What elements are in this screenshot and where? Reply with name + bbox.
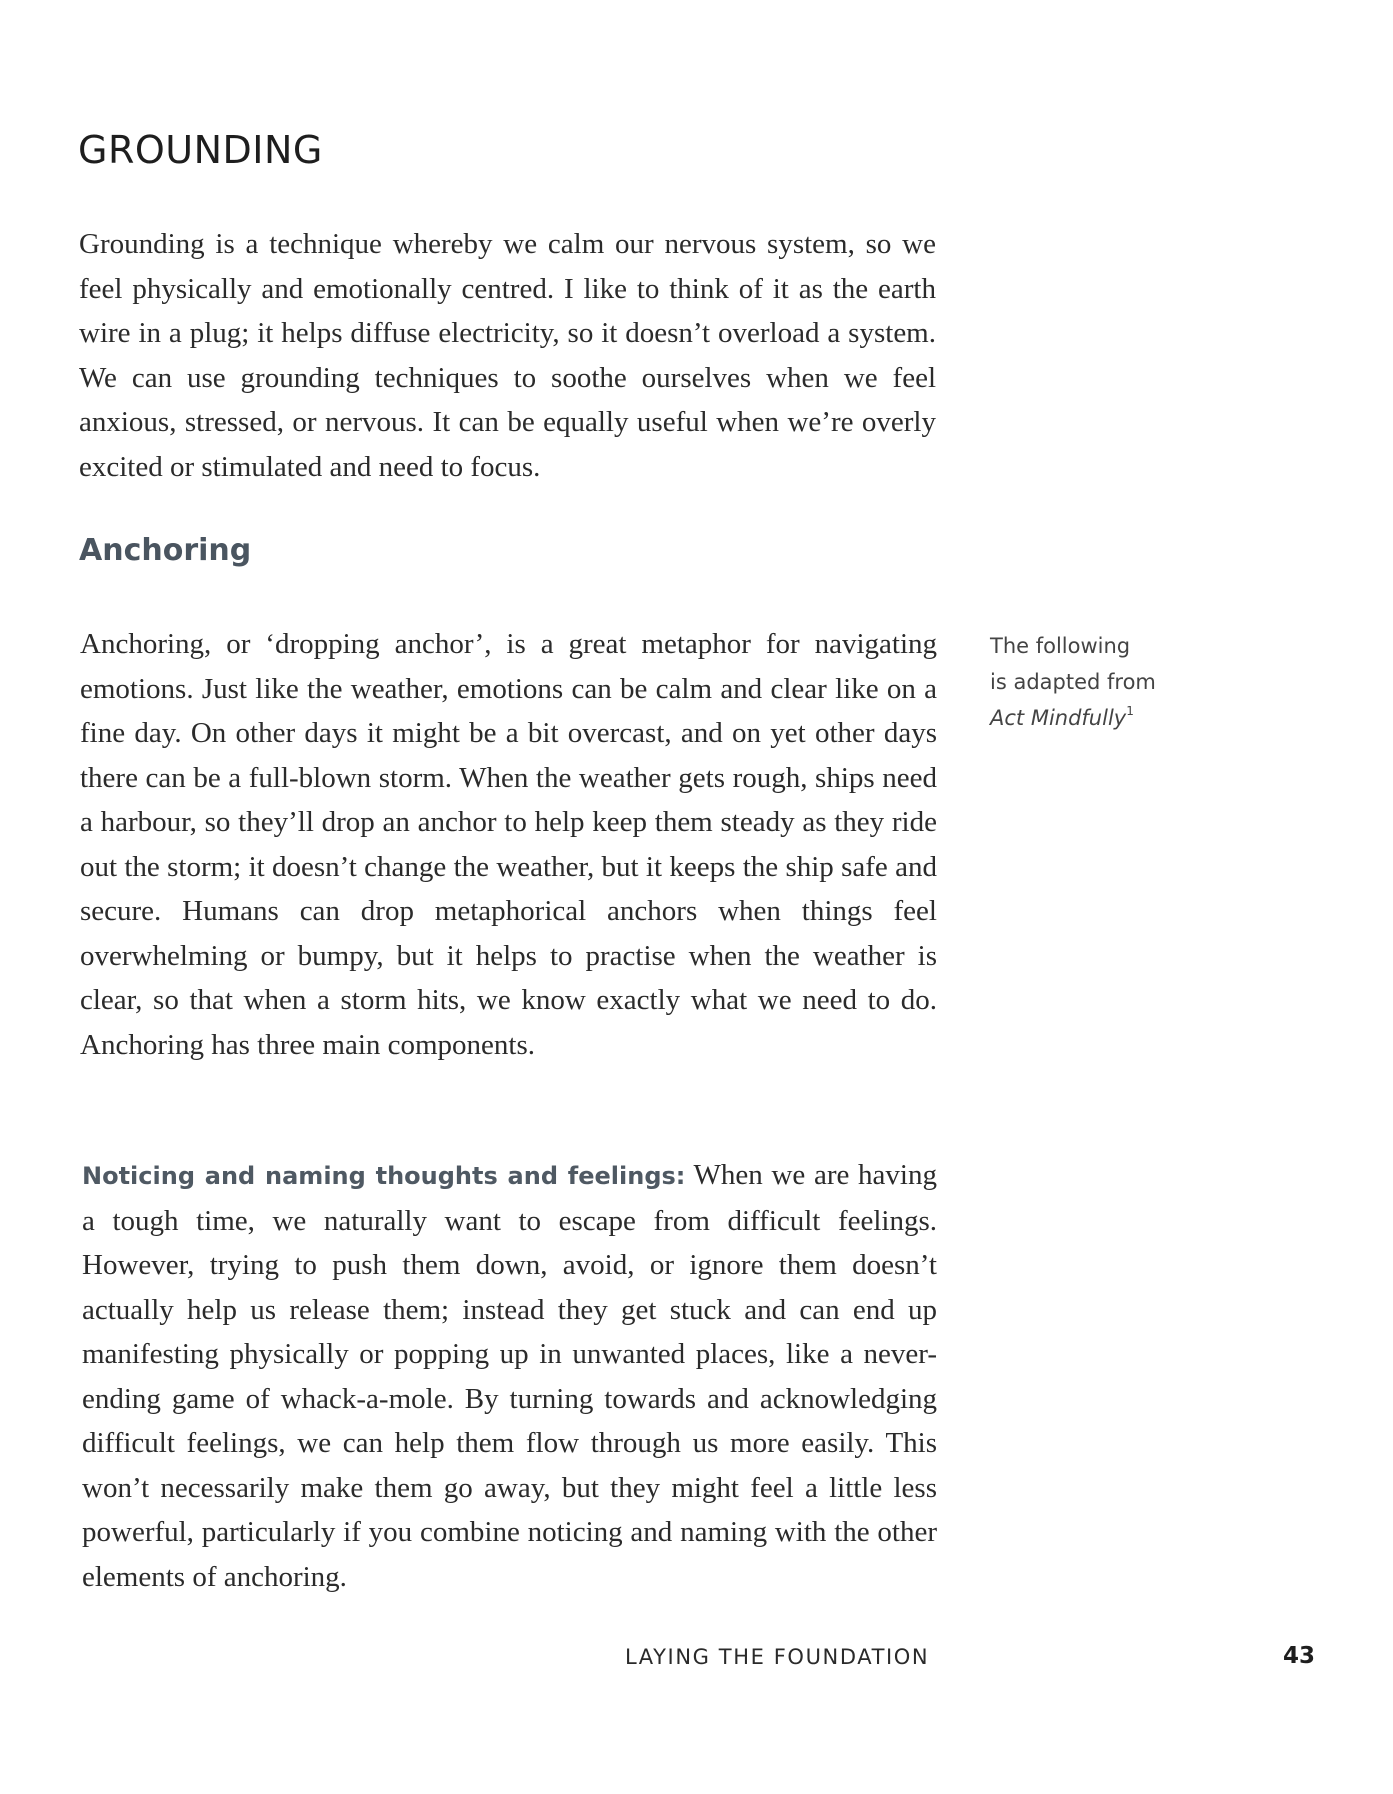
margin-note-source-line [990,700,1210,736]
anchoring-heading: Anchoring [79,533,252,568]
margin-note-source: Act Mindfully [990,706,1127,730]
margin-note-line-1: The following [990,634,1131,658]
section-title: GROUNDING [78,128,323,172]
noticing-label: Noticing and naming thoughts and feelings: [82,1162,686,1190]
page-number: 43 [1283,1643,1316,1669]
footnote-marker: 1 [1126,704,1134,718]
intro-paragraph: Grounding is a technique whereby we calm our nervous system, so we feel physically and emotionally centred. I like to think of it as the earth wire in a plug; it helps diffuse electricity, so it doesn’t overload a system. We can use grounding techniques to soothe ourselves when we feel anxious, stressed, or nervous. It can be equally useful when we’re overly excited or stimulated and need to focus. [79,228,936,483]
margin-note [990,628,1210,736]
anchoring-paragraph: Anchoring, or ‘dropping anchor’, is a great metaphor for navigating emotions. Just like the weather, emotions can be calm and clear like on a fine day. On other days it might be a bit overcast, and on yet other days there can be a full-blown storm. When the weather gets rough, ships need a harbour, so they’ll drop an anchor to help keep them steady as they ride out the storm; it doesn’t change the weather, but it keeps the ship safe and secure. Humans can drop metaphorical anchors when things feel overwhelming or bumpy, but it helps to practise when the weather is clear, so that when a storm hits, we know exactly what we need to do. Anchoring has three main components. [80,628,937,1061]
noticing-paragraph [82,1153,937,1599]
margin-note-line-2: is adapted from [990,670,1156,694]
running-footer-title: LAYING THE FOUNDATION [625,1645,930,1669]
noticing-text: When we are having a tough time, we naturally want to escape from difficult feelings. However, trying to push them down, avoid, or ignore them doesn’t actually help us release them; instead they get stuck and can end up manifesting physically or popping up in unwanted places, like a never-ending game of whack-a-mole. By turning towards and acknowledging difficult feelings, we can help them flow through us more easily. This won’t necessarily make them go away, but they might feel a little less powerful, particularly if you combine noticing and naming with the other elements of anchoring. [82,1159,937,1593]
